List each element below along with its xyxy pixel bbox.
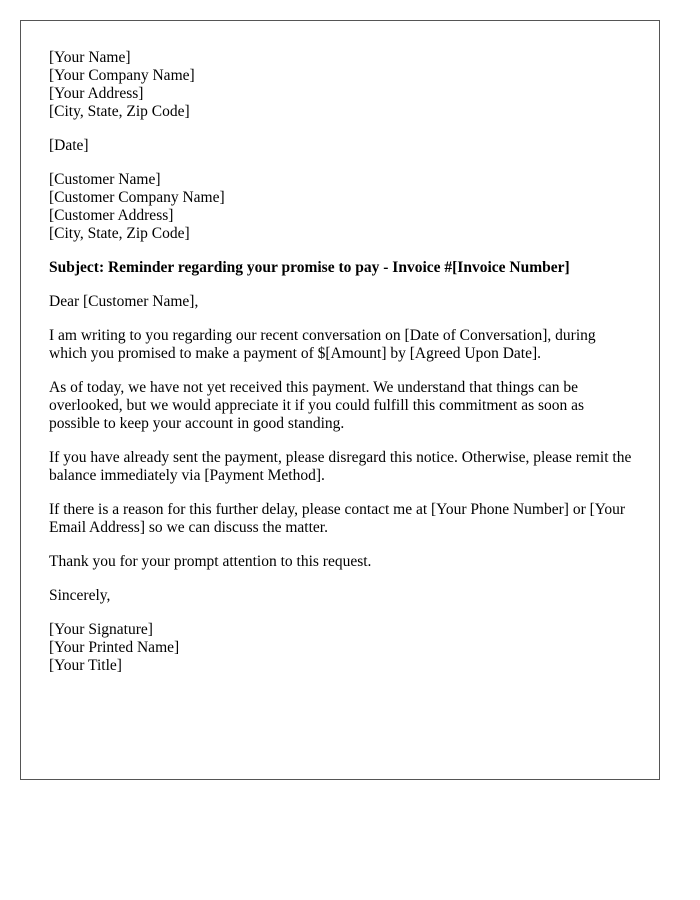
paragraph-disregard: If you have already sent the payment, please disregard this notice. Otherwise, please remit the balance immediately via [Payment Method].	[49, 449, 632, 484]
sender-address: [Your Address]	[49, 85, 144, 102]
signer-title: [Your Title]	[49, 657, 122, 674]
closing: Sincerely,	[49, 587, 111, 604]
sender-city-state-zip: [City, State, Zip Code]	[49, 103, 190, 120]
salutation: Dear [Customer Name],	[49, 293, 199, 310]
recipient-block	[49, 171, 637, 243]
paragraph-not-received: As of today, we have not yet received this payment. We understand that things can be overlooked, but we would appreciate it if you could fulfill this commitment as soon as possible to keep your account in good standing.	[49, 379, 585, 432]
letter-date: [Date]	[49, 137, 89, 154]
printed-name: [Your Printed Name]	[49, 639, 180, 656]
date-block	[49, 137, 637, 155]
sender-company: [Your Company Name]	[49, 67, 195, 84]
recipient-name: [Customer Name]	[49, 171, 161, 188]
subject-line: Subject: Reminder regarding your promise to pay - Invoice #[Invoice Number]	[49, 259, 570, 276]
signature-line: [Your Signature]	[49, 621, 153, 638]
recipient-address: [Customer Address]	[49, 207, 174, 224]
sender-name: [Your Name]	[49, 49, 131, 66]
sender-block	[49, 49, 637, 121]
recipient-city-state-zip: [City, State, Zip Code]	[49, 225, 190, 242]
letter-page	[20, 20, 660, 780]
paragraph-contact: If there is a reason for this further delay, please contact me at [Your Phone Number] or [Your Email Address] so we can discuss the matter.	[49, 501, 626, 536]
paragraph-conversation: I am writing to you regarding our recent conversation on [Date of Conversation], during which you promised to make a payment of $[Amount] by [Agreed Upon Date].	[49, 327, 596, 362]
signature-block	[49, 621, 637, 675]
paragraph-thank-you: Thank you for your prompt attention to this request.	[49, 553, 372, 570]
letter-body	[49, 49, 637, 691]
recipient-company: [Customer Company Name]	[49, 189, 225, 206]
